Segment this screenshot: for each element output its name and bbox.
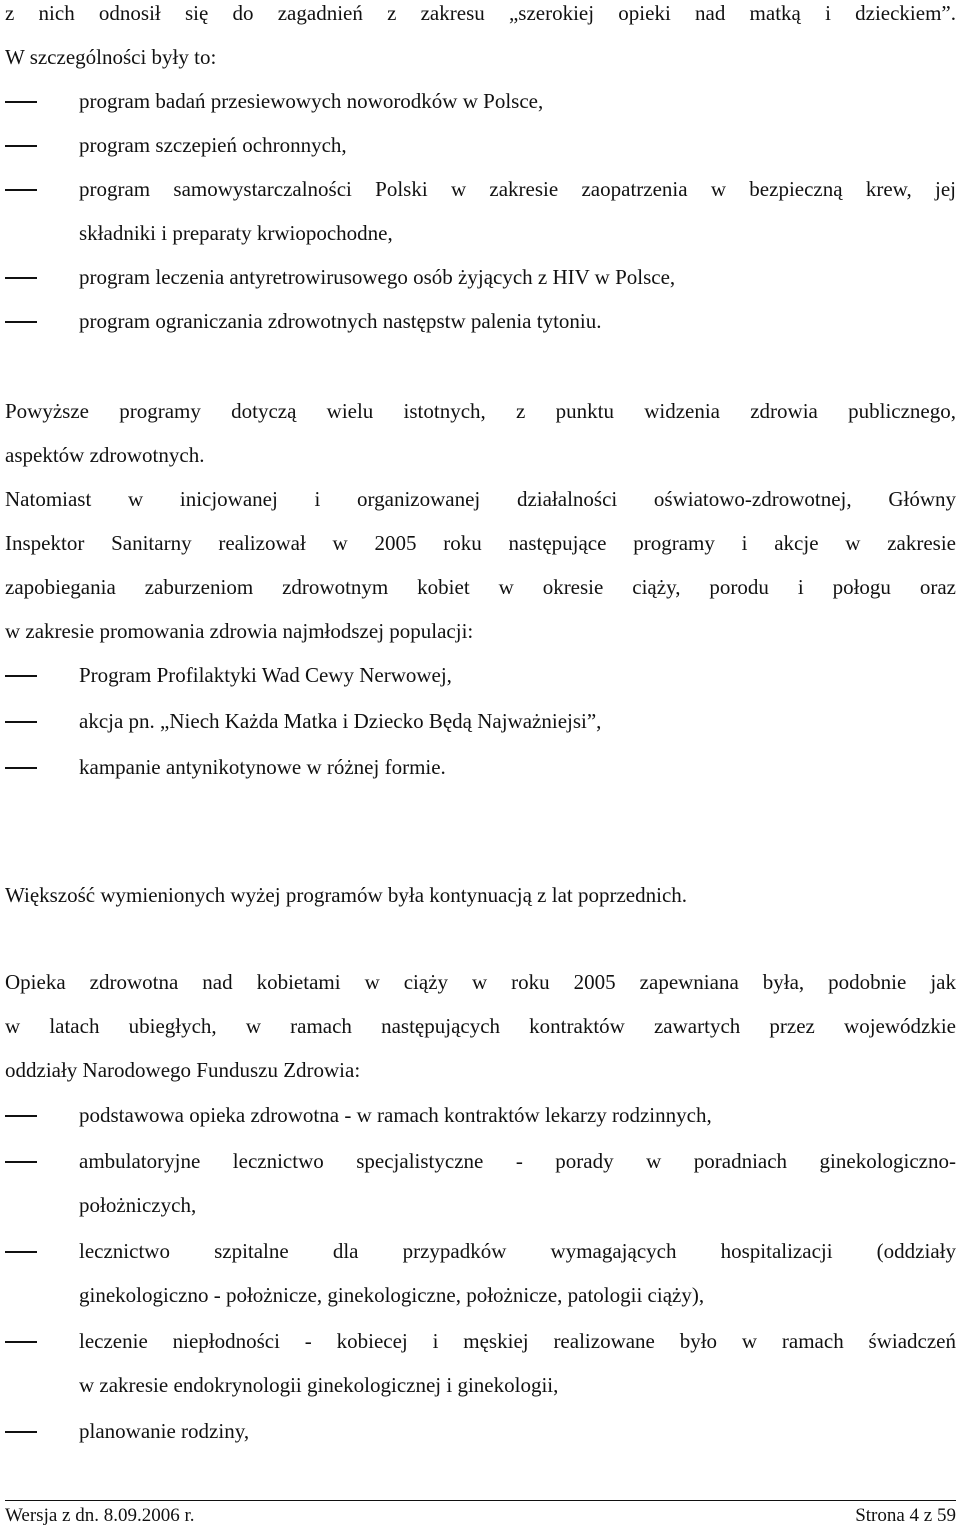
text-line: Opieka zdrowotna nad kobietami w ciąży w roku 2005 zapewniana była, podobnie jak xyxy=(5,970,956,994)
list-item-text: akcja pn. „Niech Każda Matka i Dziecko Będą Najważniejsi”, xyxy=(79,709,602,733)
list-item xyxy=(5,1093,956,1137)
list-item-text: program ograniczania zdrowotnych następstw palenia tytoniu. xyxy=(79,309,602,333)
list-item xyxy=(5,1409,956,1453)
list-item xyxy=(5,255,956,299)
list-item-continuation: położniczych, xyxy=(79,1193,197,1217)
paragraph xyxy=(5,477,956,789)
page-footer xyxy=(5,1500,956,1531)
list-item xyxy=(5,653,956,697)
list-item-text: leczenie niepłodności - kobiecej i męskiej realizowane było w ramach świadczeń xyxy=(79,1329,956,1353)
list-item-text: lecznictwo szpitalne dla przypadków wymagających hospitalizacji (oddziały xyxy=(79,1239,956,1263)
list-item xyxy=(5,745,956,789)
version-label: Wersja z dn. 8.09.2006 r. xyxy=(5,1505,195,1526)
list-item xyxy=(5,299,956,343)
text-line: zapobiegania zaburzeniom zdrowotnym kobiet w okresie ciąży, porodu i połogu oraz xyxy=(5,575,956,599)
list-item-text: kampanie antynikotynowe w różnej formie. xyxy=(79,755,446,779)
text-line: w latach ubiegłych, w ramach następujących kontraktów zawartych przez wojewódzkie xyxy=(5,1014,956,1038)
list-item-text: program samowystarczalności Polski w zakresie zaopatrzenia w bezpieczną krew, jej xyxy=(79,177,956,201)
list-item-text: ambulatoryjne lecznictwo specjalistyczne - porady w poradniach ginekologiczno- xyxy=(79,1149,956,1173)
list-item-text: program szczepień ochronnych, xyxy=(79,133,347,157)
list-item xyxy=(5,79,956,123)
paragraph xyxy=(5,873,956,917)
list-item-continuation: składniki i preparaty krwiopochodne, xyxy=(79,221,393,245)
text-line: Większość wymienionych wyżej programów była kontynuacją z lat poprzednich. xyxy=(5,883,688,907)
intro-block xyxy=(5,0,956,343)
text-line: Inspektor Sanitarny realizował w 2005 roku następujące programy i akcje w zakresie xyxy=(5,531,956,555)
text-line: Powyższe programy dotyczą wielu istotnych, z punktu widzenia zdrowia publicznego, xyxy=(5,399,956,423)
paragraph xyxy=(5,960,956,1453)
list-item-text: planowanie rodziny, xyxy=(79,1419,250,1443)
paragraph xyxy=(5,389,956,477)
list-item-continuation: ginekologiczno - położnicze, ginekologiczne, położnicze, patologii ciąży), xyxy=(79,1283,705,1307)
text-line: Natomiast w inicjowanej i organizowanej działalności oświatowo-zdrowotnej, Główny xyxy=(5,487,956,511)
list-item-text: program leczenia antyretrowirusowego osób żyjących z HIV w Polsce, xyxy=(79,265,676,289)
list-item xyxy=(5,699,956,743)
text-line: w zakresie promowania zdrowia najmłodszej populacji: xyxy=(5,619,474,643)
list-item xyxy=(5,1139,956,1183)
text-line: aspektów zdrowotnych. xyxy=(5,443,205,467)
list-item xyxy=(5,167,956,211)
text-line: W szczególności były to: xyxy=(5,45,217,69)
list-item-continuation: w zakresie endokrynologii ginekologicznej i ginekologii, xyxy=(79,1373,559,1397)
list-item-text: Program Profilaktyki Wad Cewy Nerwowej, xyxy=(79,663,452,687)
page-number: Strona 4 z 59 xyxy=(855,1505,956,1526)
list-item xyxy=(5,1229,956,1273)
list-item-text: program badań przesiewowych noworodków w Polsce, xyxy=(79,89,544,113)
list-item xyxy=(5,123,956,167)
list-item xyxy=(5,1319,956,1363)
list-item-text: podstawowa opieka zdrowotna - w ramach kontraktów lekarzy rodzinnych, xyxy=(79,1103,712,1127)
text-line: z nich odnosił się do zagadnień z zakresu „szerokiej opieki nad matką i dzieckiem”. xyxy=(5,1,956,25)
text-line: oddziały Narodowego Funduszu Zdrowia: xyxy=(5,1058,361,1082)
